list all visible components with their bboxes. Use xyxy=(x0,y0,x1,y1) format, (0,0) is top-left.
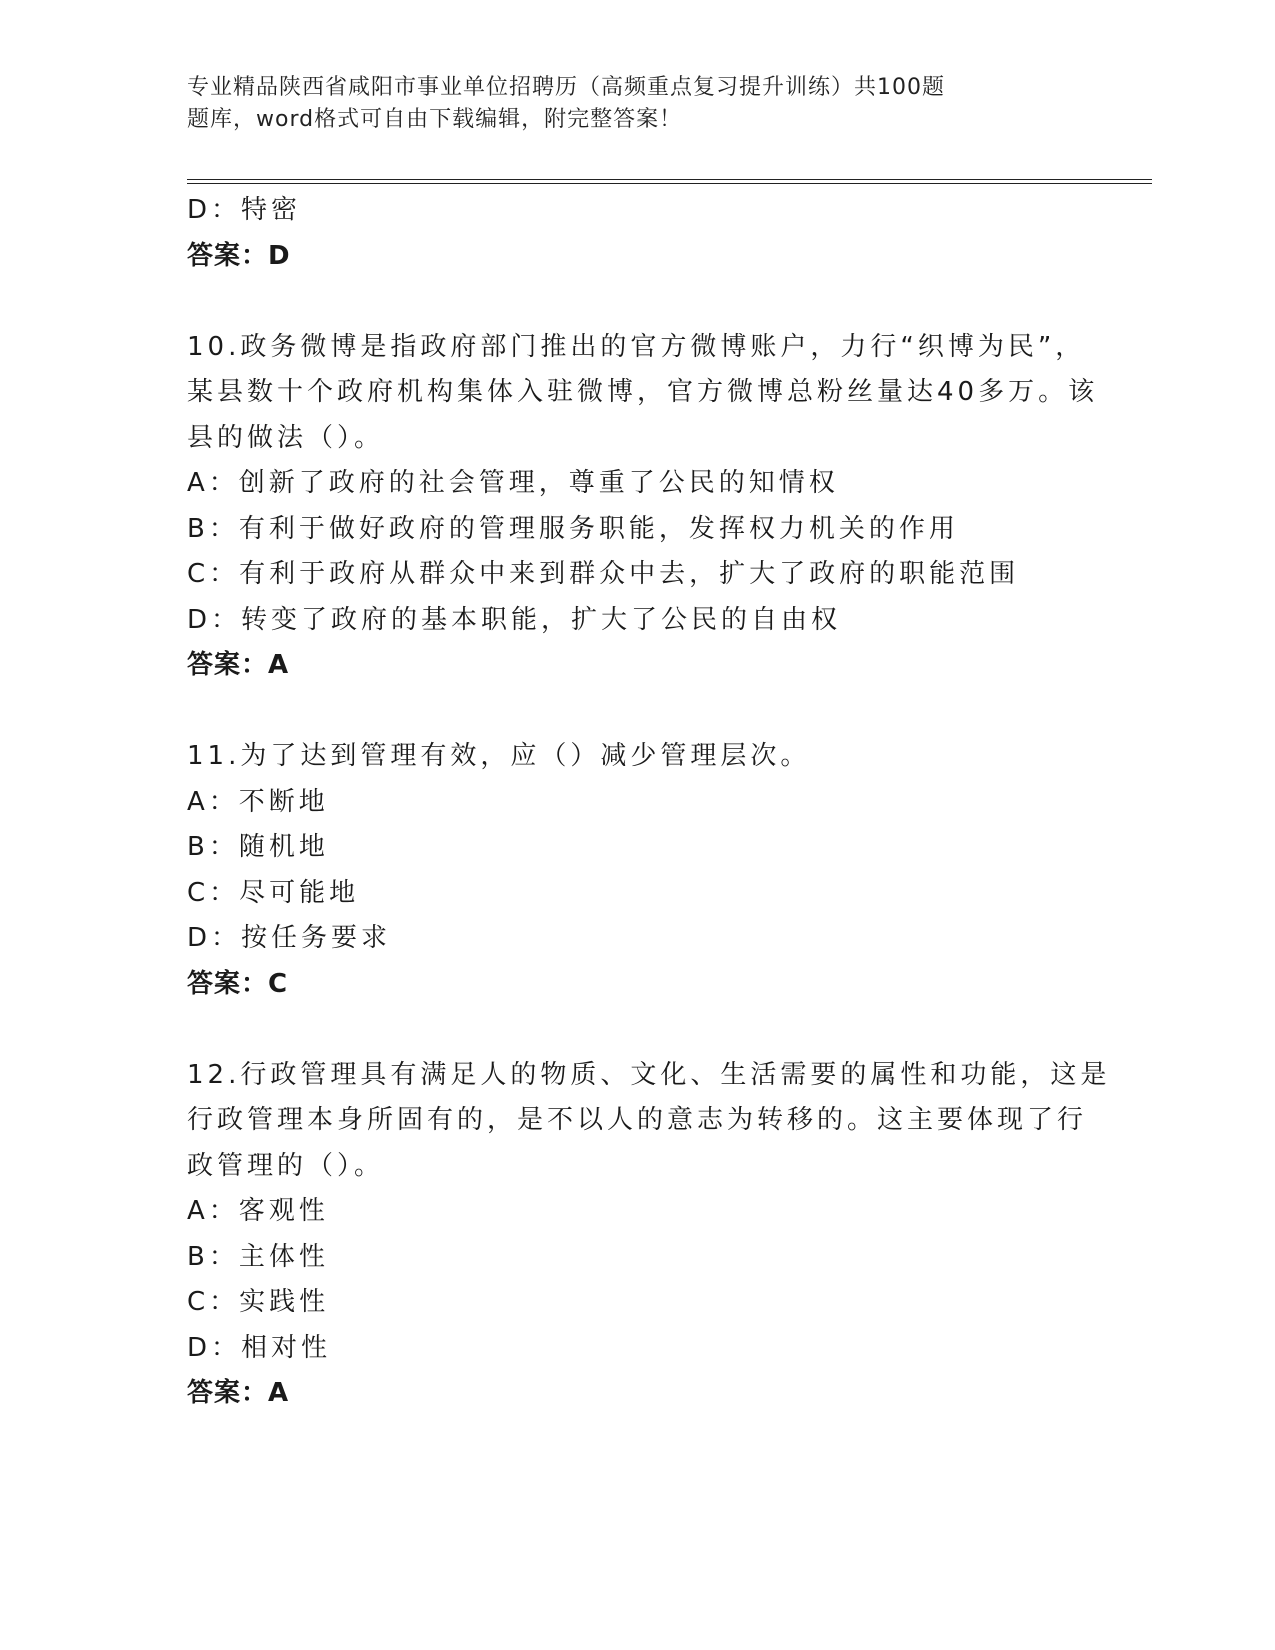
previous-question-tail xyxy=(187,188,1087,279)
question-stem: 12.行政管理具有满足人的物质、文化、生活需要的属性和功能，这是 xyxy=(187,1059,1111,1090)
question-stem: 10.政务微博是指政府部门推出的官方微博账户，力行“织博为民”， xyxy=(187,331,1086,362)
spacer xyxy=(187,689,1087,735)
answer-line: 答案：D xyxy=(187,240,291,271)
spacer xyxy=(187,279,1087,325)
header-line: 专业精品陕西省咸阳市事业单位招聘历（高频重点复习提升训练）共100题 xyxy=(187,75,945,100)
question-10 xyxy=(187,325,1099,689)
option-line: C：尽可能地 xyxy=(187,877,360,908)
question-12 xyxy=(187,1053,1111,1417)
option-line: C：实践性 xyxy=(187,1287,330,1317)
question-stem: 行政管理本身所固有的，是不以人的意志为转移的。这主要体现了行 xyxy=(187,1105,1088,1135)
document-header xyxy=(187,72,1027,136)
option-line: D：按任务要求 xyxy=(187,923,392,953)
question-list xyxy=(187,188,1111,1417)
answer-line: 答案：C xyxy=(187,968,289,999)
option-line: D：特密 xyxy=(187,195,302,225)
question-11 xyxy=(187,734,1087,1007)
option-line: D：相对性 xyxy=(187,1332,332,1363)
header-divider xyxy=(187,183,1152,184)
option-line: C：有利于政府从群众中来到群众中去，扩大了政府的职能范围 xyxy=(187,559,1020,589)
question-stem: 政管理的（）。 xyxy=(187,1150,385,1181)
option-line: B：有利于做好政府的管理服务职能，发挥权力机关的作用 xyxy=(187,513,959,544)
option-line: B：随机地 xyxy=(187,832,329,862)
header-divider xyxy=(187,179,1152,180)
question-stem: 11.为了达到管理有效，应（）减少管理层次。 xyxy=(187,741,811,771)
option-line: A：不断地 xyxy=(187,786,329,817)
option-line: B：主体性 xyxy=(187,1241,329,1272)
option-line: A：创新了政府的社会管理，尊重了公民的知情权 xyxy=(187,468,839,498)
answer-line: 答案：A xyxy=(187,650,290,680)
option-line: D：转变了政府的基本职能，扩大了公民的自由权 xyxy=(187,604,842,635)
spacer xyxy=(187,1007,1087,1053)
header-line: 题库，word格式可自由下载编辑，附完整答案！ xyxy=(187,107,683,132)
option-line: A：客观性 xyxy=(187,1196,329,1226)
answer-line: 答案：A xyxy=(187,1378,290,1408)
question-stem: 某县数十个政府机构集体入驻微博，官方微博总粉丝量达40多万。该 xyxy=(187,377,1099,407)
question-stem: 县的做法（）。 xyxy=(187,422,385,453)
